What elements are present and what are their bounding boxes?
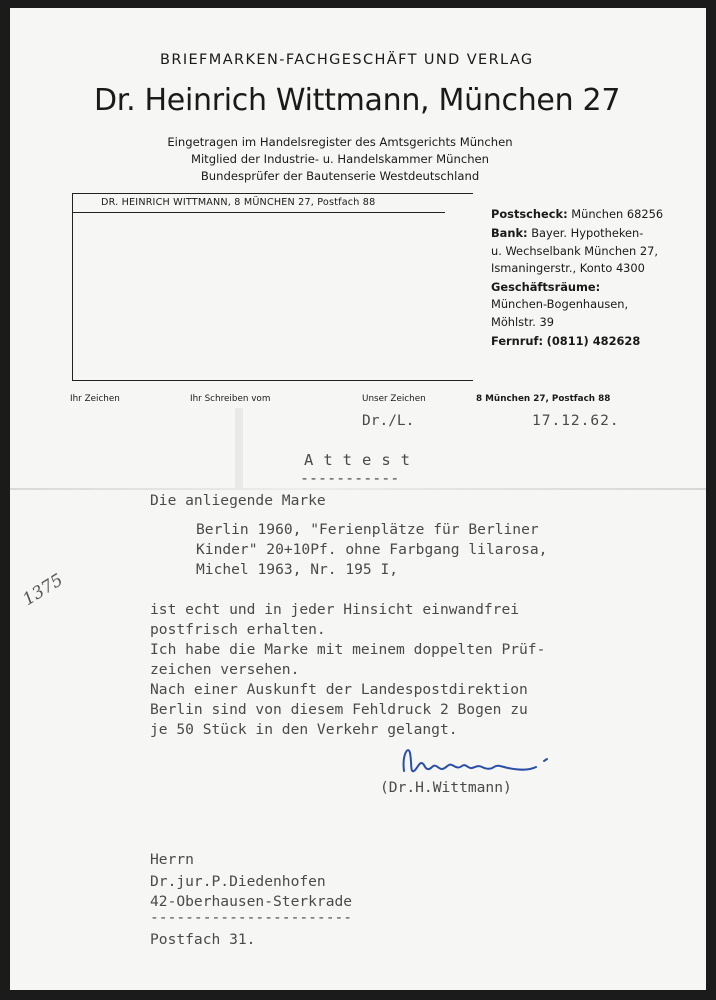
intro-line: Die anliegende Marke bbox=[150, 492, 326, 509]
bank-line-3: Ismaningerstr., Konto 4300 bbox=[491, 261, 645, 275]
body-line: ist echt und in jeder Hinsicht einwandfrei bbox=[150, 601, 520, 618]
recipient-salutation: Herrn bbox=[150, 851, 194, 868]
bank-label: Bank: bbox=[491, 226, 528, 240]
signature-name: (Dr.H.Wittmann) bbox=[380, 779, 512, 796]
pencil-annotation bbox=[19, 570, 73, 610]
body-line: zeichen versehen. bbox=[150, 661, 300, 678]
postscheck-value: München 68256 bbox=[571, 207, 664, 221]
phone-label: Fernruf: bbox=[491, 334, 544, 348]
stamp-line: Kinder" 20+10Pf. ohne Farbgang lilarosa, bbox=[196, 541, 548, 558]
company-name: Dr. Heinrich Wittmann, München 27 bbox=[94, 83, 621, 118]
bank-line-2: u. Wechselbank München 27, bbox=[491, 244, 659, 258]
stamp-line: Michel 1963, Nr. 195 I, bbox=[196, 561, 399, 578]
bank-line-1: Bayer. Hypotheken- bbox=[531, 226, 644, 240]
letter-sheet bbox=[10, 8, 706, 990]
recipient-name: Dr.jur.P.Diedenhofen bbox=[150, 873, 326, 890]
document-title: Attest bbox=[304, 451, 420, 469]
paper-fold-shadow bbox=[235, 408, 243, 488]
return-address-rule bbox=[73, 212, 445, 213]
recipient-city: 42-Oberhausen-Sterkrade bbox=[150, 893, 353, 910]
company-line: BRIEFMARKEN-FACHGESCHÄFT UND VERLAG bbox=[160, 52, 534, 68]
ref-ihr-schreiben: Ihr Schreiben vom bbox=[190, 394, 271, 404]
our-reference: Dr./L. bbox=[362, 413, 415, 429]
postscheck-line bbox=[491, 207, 663, 221]
address-window bbox=[72, 193, 473, 381]
body-line: Ich habe die Marke mit meinem doppelten Prüf- bbox=[150, 641, 546, 658]
stamp-line: Berlin 1960, "Ferienplätze für Berliner bbox=[196, 521, 539, 538]
bank-line bbox=[491, 226, 643, 240]
body-line: je 50 Stück in den Verkehr gelangt. bbox=[150, 721, 458, 738]
body-line: Berlin sind von diesem Fehldruck 2 Bogen zu bbox=[150, 701, 528, 718]
title-underline: ----------- bbox=[300, 469, 400, 487]
offices-line-1: München-Bogenhausen, bbox=[491, 297, 629, 311]
return-address: DR. HEINRICH WITTMANN, 8 MÜNCHEN 27, Postfach 88 bbox=[101, 197, 376, 208]
phone-line bbox=[491, 334, 640, 348]
recipient-postbox: Postfach 31. bbox=[150, 931, 256, 948]
body-line: postfrisch erhalten. bbox=[150, 621, 326, 638]
recipient-rule: ----------------------- bbox=[150, 909, 353, 926]
pencil-number: 1375 bbox=[19, 570, 67, 610]
offices-label bbox=[491, 280, 600, 294]
ref-ihr-zeichen: Ihr Zeichen bbox=[70, 394, 120, 404]
offices-line-2: Möhlstr. 39 bbox=[491, 315, 554, 329]
ref-place: 8 München 27, Postfach 88 bbox=[476, 394, 611, 404]
postscheck-label: Postscheck: bbox=[491, 207, 568, 221]
body-line: Nach einer Auskunft der Landespostdirektion bbox=[150, 681, 528, 698]
letter-date: 17.12.62. bbox=[532, 413, 620, 429]
membership-line: Mitglied der Industrie- u. Handelskammer München bbox=[190, 152, 490, 166]
ref-unser-zeichen: Unser Zeichen bbox=[362, 394, 426, 404]
examiner-line: Bundesprüfer der Bautenserie Westdeutschland bbox=[200, 169, 480, 183]
phone-value: (0811) 482628 bbox=[546, 334, 641, 348]
register-line: Eingetragen im Handelsregister des Amtsgerichts München bbox=[167, 135, 513, 149]
offices-label-text: Geschäftsräume: bbox=[491, 280, 601, 294]
